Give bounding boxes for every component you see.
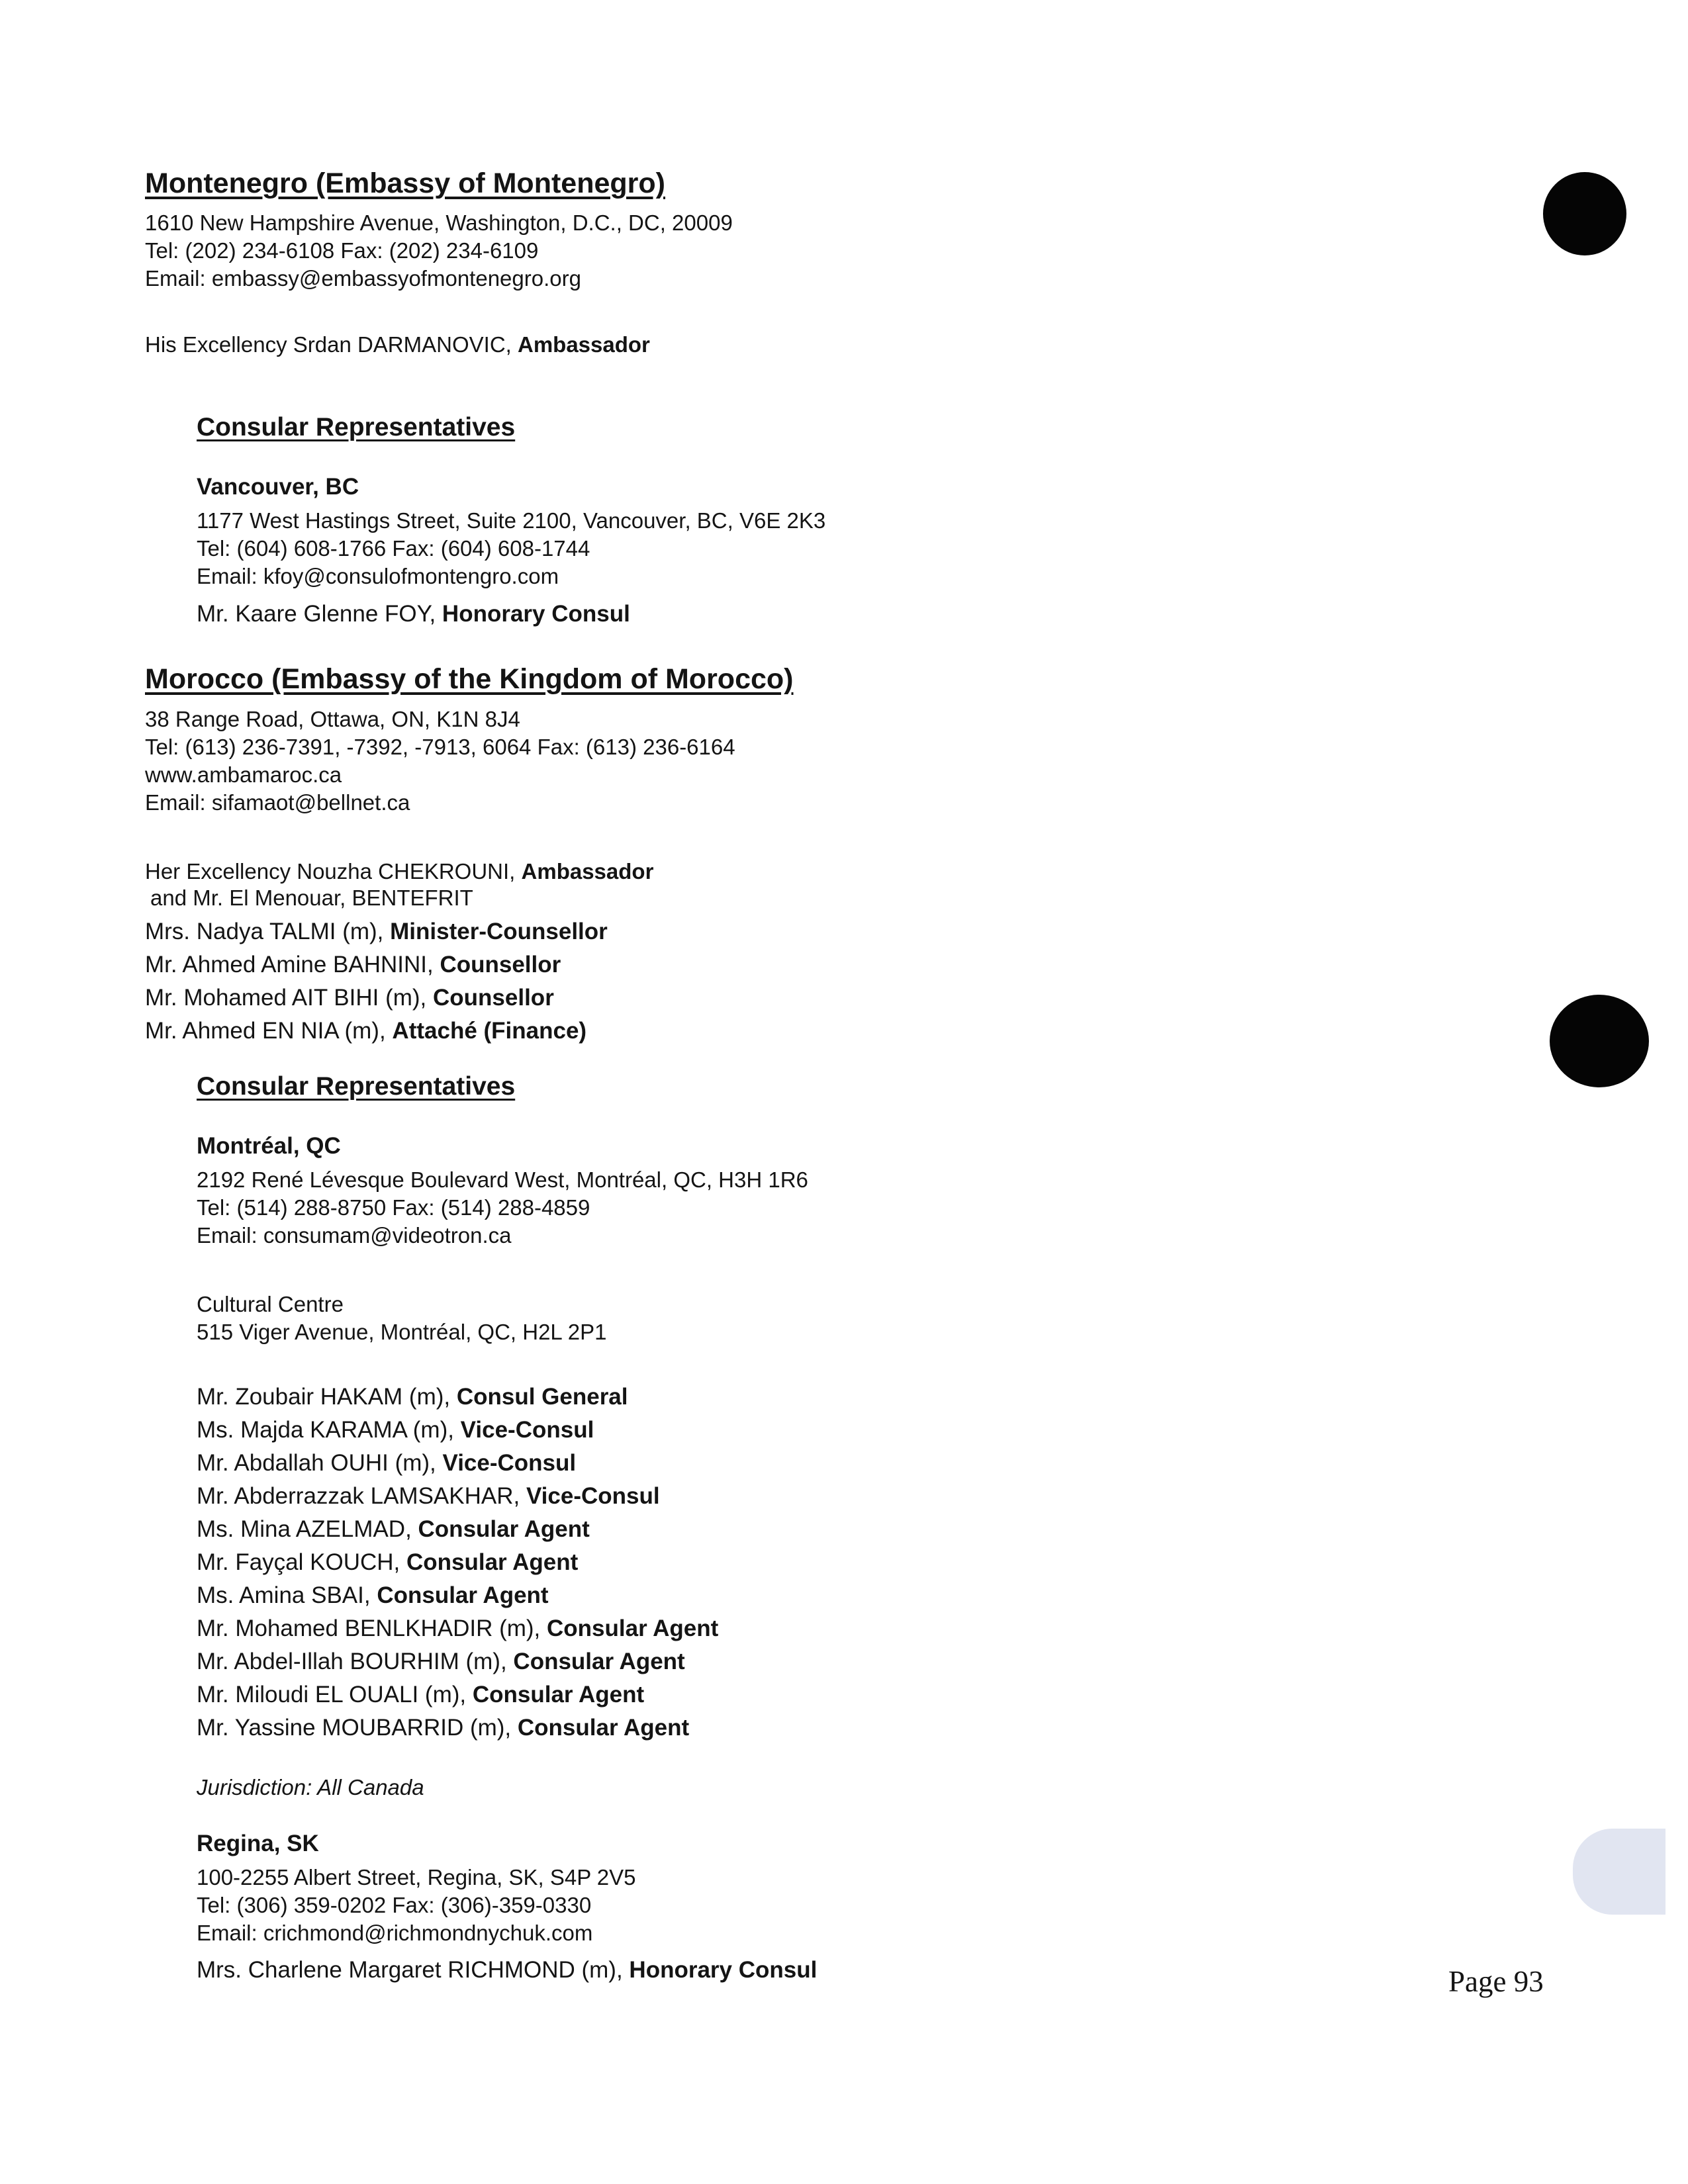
morocco-consular-heading: Consular Representatives (197, 1072, 516, 1101)
staff-entry: Mr. Abdel-Illah BOURHIM (m), Consular Agent (197, 1649, 685, 1674)
morocco-address: 38 Range Road, Ottawa, ON, K1N 8J4 (145, 707, 520, 731)
staff-entry: Mr. Zoubair HAKAM (m), Consul General (197, 1384, 628, 1410)
staff-entry: Mrs. Nadya TALMI (m), Minister-Counsellor (145, 919, 608, 944)
morocco-heading: Morocco (Embassy of the Kingdom of Morocco) (145, 663, 794, 695)
regina-address: 100-2255 Albert Street, Regina, SK, S4P 2V5 (197, 1865, 636, 1889)
vancouver-email: Email: kfoy@consulofmontengro.com (197, 564, 559, 588)
staff-entry: Ms. Majda KARAMA (m), Vice-Consul (197, 1417, 594, 1443)
regina-tel: Tel: (306) 359-0202 Fax: (306)-359-0330 (197, 1893, 592, 1917)
regina-consul: Mrs. Charlene Margaret RICHMOND (m), Honorary Consul (197, 1957, 818, 1983)
punch-hole-top (1543, 172, 1626, 255)
montreal-tel: Tel: (514) 288-8750 Fax: (514) 288-4859 (197, 1195, 590, 1220)
staff-entry: Mr. Fayçal KOUCH, Consular Agent (197, 1549, 579, 1575)
regina-email: Email: crichmond@richmondnychuk.com (197, 1921, 593, 1945)
staff-entry: Mr. Mohamed AIT BIHI (m), Counsellor (145, 985, 554, 1011)
cultural-centre-address: 515 Viger Avenue, Montréal, QC, H2L 2P1 (197, 1320, 607, 1344)
morocco-website: www.ambamaroc.ca (145, 762, 342, 787)
staff-entry: Mr. Ahmed Amine BAHNINI, Counsellor (145, 952, 561, 978)
morocco-tel: Tel: (613) 236-7391, -7392, -7913, 6064 Fax: (613) 236-6164 (145, 735, 735, 759)
staff-entry: Ms. Amina SBAI, Consular Agent (197, 1582, 549, 1608)
vancouver-tel: Tel: (604) 608-1766 Fax: (604) 608-1744 (197, 536, 590, 561)
page-number: Page 93 (1448, 1965, 1544, 1998)
index-tab (1573, 1829, 1665, 1915)
vancouver-city: Vancouver, BC (197, 474, 359, 500)
montreal-email: Email: consumam@videotron.ca (197, 1223, 512, 1248)
morocco-staff-list (145, 915, 608, 1048)
morocco-ambassador: Her Excellency Nouzha CHEKROUNI, Ambassador (145, 859, 654, 884)
montreal-city: Montréal, QC (197, 1133, 341, 1159)
cultural-centre-label: Cultural Centre (197, 1292, 344, 1316)
staff-entry: Mr. Abderrazzak LAMSAKHAR, Vice-Consul (197, 1483, 660, 1509)
montenegro-consular-heading: Consular Representatives (197, 413, 516, 441)
morocco-ambassador-spouse: and Mr. El Menouar, BENTEFRIT (150, 886, 473, 910)
vancouver-consul: Mr. Kaare Glenne FOY, Honorary Consul (197, 601, 630, 627)
montenegro-address: 1610 New Hampshire Avenue, Washington, D.C., DC, 20009 (145, 210, 733, 235)
montenegro-ambassador: His Excellency Srdan DARMANOVIC, Ambassador (145, 332, 650, 357)
montenegro-tel: Tel: (202) 234-6108 Fax: (202) 234-6109 (145, 238, 539, 263)
montenegro-email: Email: embassy@embassyofmontenegro.org (145, 266, 581, 291)
staff-entry: Mr. Mohamed BENLKHADIR (m), Consular Agent (197, 1615, 719, 1641)
montreal-address: 2192 René Lévesque Boulevard West, Montréal, QC, H3H 1R6 (197, 1167, 808, 1192)
staff-entry: Ms. Mina AZELMAD, Consular Agent (197, 1516, 590, 1542)
staff-entry: Mr. Abdallah OUHI (m), Vice-Consul (197, 1450, 577, 1476)
montenegro-heading: Montenegro (Embassy of Montenegro) (145, 167, 665, 199)
morocco-email: Email: sifamaot@bellnet.ca (145, 790, 410, 815)
jurisdiction-note: Jurisdiction: All Canada (197, 1775, 424, 1799)
vancouver-address: 1177 West Hastings Street, Suite 2100, Vancouver, BC, V6E 2K3 (197, 508, 826, 533)
punch-hole-middle (1550, 995, 1649, 1087)
staff-entry: Mr. Yassine MOUBARRID (m), Consular Agent (197, 1715, 690, 1741)
montreal-staff-list (197, 1381, 718, 1745)
staff-entry: Mr. Miloudi EL OUALI (m), Consular Agent (197, 1682, 645, 1707)
regina-city: Regina, SK (197, 1831, 319, 1856)
staff-entry: Mr. Ahmed EN NIA (m), Attaché (Finance) (145, 1018, 587, 1044)
